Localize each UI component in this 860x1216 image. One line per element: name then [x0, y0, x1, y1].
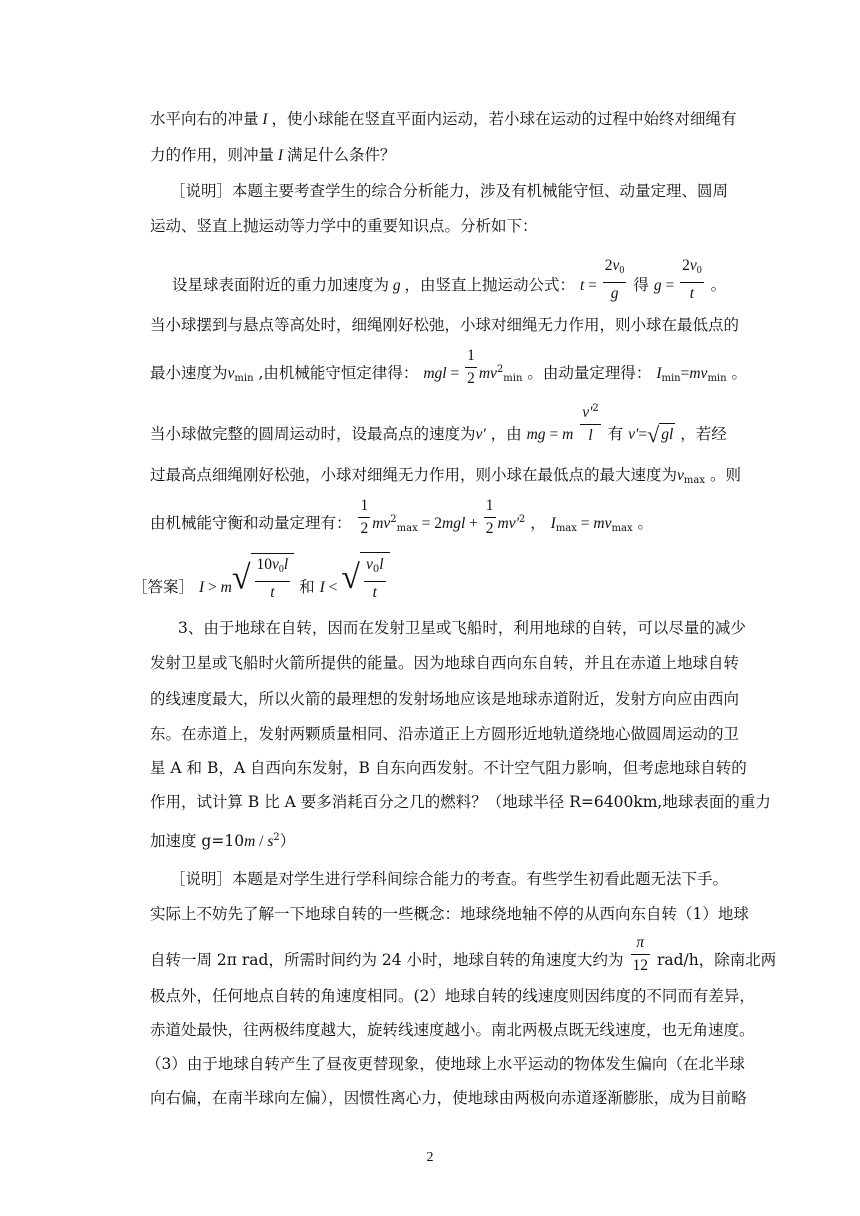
- text-line: 力的作用，则冲量 I 满足什么条件？: [150, 146, 396, 164]
- text-line: ［说明］本题主要考查学生的综合分析能力，涉及有机械能守恒、动量定理、圆周: [170, 182, 729, 200]
- fraction: $\frac{1}{2}$: [360, 497, 369, 537]
- text-line: 运动、竖直上抛运动等力学中的重要知识点。分析如下：: [150, 217, 538, 235]
- formula-line: 最小速度为$v_{min}$ ,由机械能守恒定律得： mgl = $\frac{1}{2}$ $mv^2_{min}$ 。由动量定理得： $I_{min}=mv_{min}$ 。: [150, 345, 730, 389]
- formula-line: 过最高点细绳刚好松弛，小球对细绳无力作用，则小球在最低点的最大速度为$v_{max}$ 。则: [150, 466, 741, 486]
- text-line: 极点外，任何地点自转的角速度相同。(2）地球自转的线速度则因纬度的不同而有差异，: [150, 987, 755, 1005]
- text-line: 向右偏，在南半球向左偏），因惯性离心力，使地球由两极向赤道逐渐膨胀，成为目前略: [150, 1089, 747, 1107]
- text-line: 星 A 和 B，A 自西向东发射，B 自东向西发射。不计空气阻力影响，但考虑地球自转的: [150, 759, 747, 777]
- square-root: √ gl: [647, 421, 674, 447]
- text-line: 加速度 $g=10m / s^2$）: [150, 832, 296, 850]
- text-line: 3、由于地球在自转，因而在发射卫星或飞船时，利用地球的自转，可以尽量的减少: [178, 619, 746, 637]
- fraction: $\frac{1}{2}$: [485, 497, 494, 537]
- answer-line: ［答案］ I > m√ $\frac{10v_0l}{t}$ 和 I < √ $\frac{v_0l}{t}$: [132, 552, 732, 602]
- formula-line: 由机械能守衡和动量定理有： $\frac{1}{2}$ $mv^2_{max} = 2mgl$ + $\frac{1}{2}$ $mv'^2$ ， $I_{max} = mv_{max}$ 。: [150, 495, 730, 539]
- formula-line: 自转一周 2π rad，所需时间约为 24 小时，地球自转的角速度大约为 $\frac{\pi}{12}$ rad/h，除南北两: [150, 932, 730, 976]
- formula-line: 设星球表面附近的重力加速度为 g ，由竖直上抛运动公式： t = $\frac{2v_0}{g}$ 得 g = $\frac{2v_0}{t}$ 。: [172, 255, 732, 299]
- text-line: 赤道处最快，往两极纬度越大，旋转线速度越小。南北两极点既无线速度，也无角速度。: [150, 1021, 755, 1039]
- formula-line: 当小球做完整的圆周运动时，设最高点的速度为v' ，由 mg = m $\frac{v'^2}{l}$ 有 v'=√ gl ，若经: [150, 398, 730, 442]
- text-line: 作用，试计算 B 比 A 要多消耗百分之几的燃料？（地球半径 R=6400km,地球表面的重力: [150, 793, 771, 811]
- fraction: $\frac{v'^2}{l}$: [580, 398, 601, 447]
- text-line: ［说明］本题是对学生进行学科间综合能力的考查。有些学生初看此题无法下手。: [170, 870, 729, 888]
- text-line: 发射卫星或飞船时火箭所提供的能量。因为地球自西向东自转，并且在赤道上地球自转: [150, 654, 740, 672]
- fraction: $\frac{1}{2}$: [467, 347, 475, 387]
- text-line: 水平向右的冲量 I ，使小球能在竖直平面内运动，若小球在运动的过程中始终对细绳有: [150, 110, 737, 128]
- fraction: $\frac{2v_0}{g}$: [604, 257, 625, 302]
- fraction: $\frac{\pi}{12}$: [632, 934, 648, 974]
- text-line: 实际上不妨先了解一下地球自转的一些概念：地球绕地轴不停的从西向东自转（1）地球: [150, 905, 749, 923]
- text-line: 当小球摆到与悬点等高处时，细绳刚好松弛，小球对细绳无力作用，则小球在最低点的: [150, 316, 740, 334]
- fraction: $\frac{2v_0}{t}$: [682, 257, 702, 302]
- page-number: 2: [426, 1150, 434, 1165]
- square-root: √ $\frac{10v_0l}{t}$: [232, 553, 294, 604]
- square-root: √ $\frac{v_0l}{t}$: [341, 552, 389, 604]
- text-line: 的线速度最大，所以火箭的最理想的发射场地应该是地球赤道附近，发射方向应由西向: [150, 690, 740, 708]
- text-line: （3）由于地球自转产生了昼夜更替现象，使地球上水平运动的物体发生偏向（在北半球: [146, 1055, 745, 1073]
- text-line: 东。在赤道上，发射两颗质量相同、沿赤道正上方圆形近地轨道绕地心做圆周运动的卫: [150, 725, 740, 743]
